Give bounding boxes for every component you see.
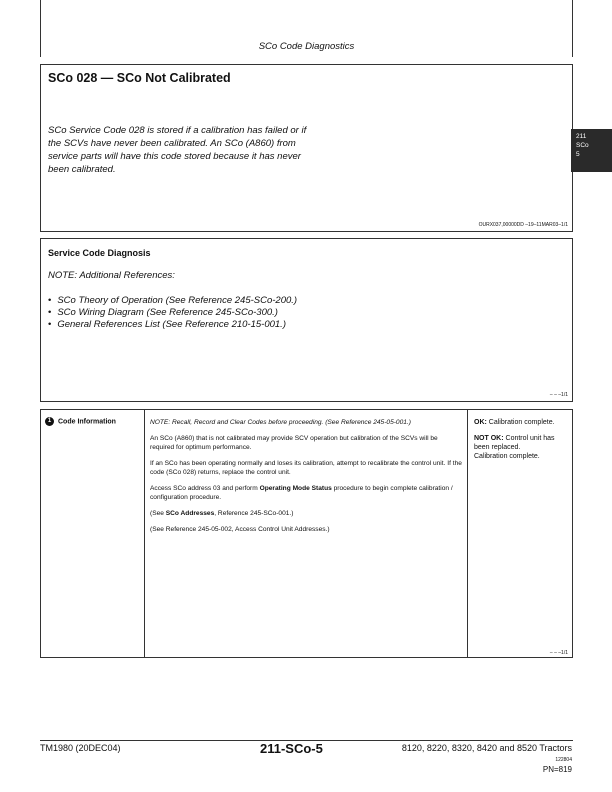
section-sco-028-ref: OURX037,00000DD –19–11MAR03–1/1	[478, 222, 568, 228]
reference-item: • General References List (See Reference 210-15-001.)	[48, 319, 408, 331]
section-tab	[571, 129, 612, 172]
footer-page-number: 211-SCo-5	[260, 741, 323, 756]
step-results	[474, 418, 570, 461]
ok-result: OK: Calibration complete.	[474, 419, 555, 426]
tab-line-2: SCo	[576, 142, 589, 149]
step-note: NOTE: Recall, Record and Clear Codes before proceeding. (See Reference 245-05-001.)	[150, 419, 411, 426]
diagnosis-ref: – – –1/1	[549, 392, 568, 398]
reference-item: • SCo Wiring Diagram (See Reference 245-SCo-300.)	[48, 307, 408, 319]
tab-line-3: 5	[576, 151, 580, 158]
footer-models: 8120, 8220, 8320, 8420 and 8520 Tractors	[401, 743, 572, 753]
footer-pn: PN=819	[542, 765, 572, 774]
reference-list	[48, 295, 408, 331]
step-para-1: An SCo (A860) that is not calibrated may provide SCV operation but calibration of the SCVs will be required for optimum performance.	[150, 435, 438, 451]
step-col-divider-2	[467, 409, 468, 658]
footer-date-code: 122804	[555, 757, 572, 763]
tab-line-1: 211	[576, 133, 587, 140]
page-header-title: SCo Code Diagnostics	[258, 41, 355, 52]
reference-item: • SCo Theory of Operation (See Reference 245-SCo-200.)	[48, 295, 408, 307]
step-ref: – – –1/1	[549, 650, 568, 656]
step-para-5: (See Reference 245-05-002, Access Control Unit Addresses.)	[150, 526, 330, 533]
footer-manual-id: TM1980 (20DEC04)	[40, 743, 121, 753]
step-number-badge: 1	[45, 417, 54, 426]
step-heading	[45, 417, 116, 426]
step-para-4: (See SCo Addresses, Reference 245-SCo-001.)	[150, 510, 294, 517]
diagnosis-note: NOTE: Additional References:	[48, 270, 175, 281]
diagnosis-title: Service Code Diagnosis	[48, 248, 151, 258]
step-para-2: If an SCo has been operating normally and loses its calibration, attempt to recalibrate the control unit. If the code (SCo 028) returns, replace the control unit.	[150, 460, 462, 476]
section-sco-028-title: SCo 028 — SCo Not Calibrated	[48, 71, 231, 85]
step-para-3: Access SCo address 03 and perform Operating Mode Status procedure to begin complete calibration / configuration procedure.	[150, 485, 453, 501]
step-label: Code Information	[58, 418, 116, 426]
step-col-divider-1	[144, 409, 145, 658]
step-content	[150, 418, 462, 534]
section-sco-028-body: SCo Service Code 028 is stored if a calibration has failed or if the SCVs have never been calibrated. An SCo (A860) from service parts will have this code stored because it has never been calibrated.	[48, 125, 307, 175]
not-ok-result: NOT OK: Control unit has been replaced. Calibration complete.	[474, 435, 555, 460]
